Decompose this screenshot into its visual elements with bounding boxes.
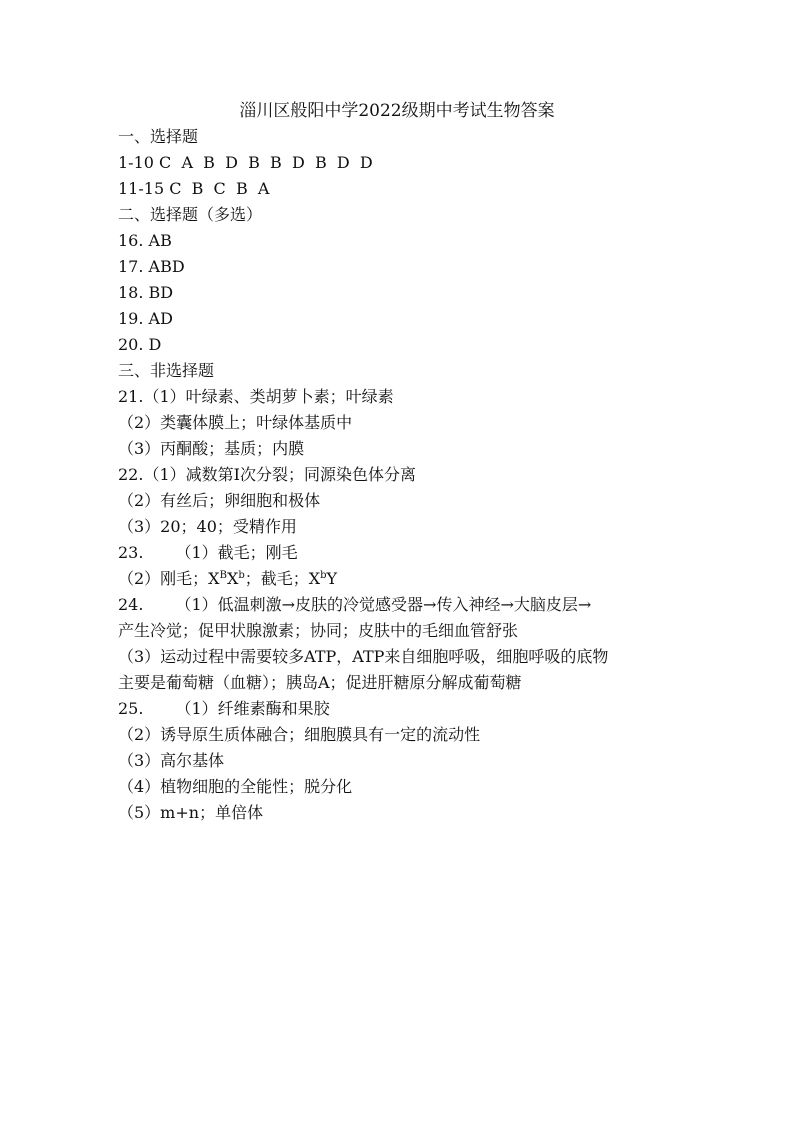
answer-q23-2-part-b: X xyxy=(226,569,239,588)
section1-heading: 一、选择题 xyxy=(118,127,199,146)
page-title: 淄川区般阳中学2022级期中考试生物答案 xyxy=(239,101,555,121)
question-number-24: 24. xyxy=(118,595,144,614)
superscript-b-upper: B xyxy=(219,570,227,581)
answer-q22-1: 22.（1）减数第Ⅰ次分裂；同源染色体分离 xyxy=(118,465,416,484)
answer-q22-3: （3）20；40；受精作用 xyxy=(118,517,297,536)
answer-q16: 16. AB xyxy=(118,231,172,250)
section3-heading: 三、非选择题 xyxy=(118,361,215,380)
answer-q23-2 xyxy=(118,566,688,592)
answer-q25-2: （2）诱导原生质体融合；细胞膜具有一定的流动性 xyxy=(118,725,481,744)
answer-q1-10: 1-10 C A B D B B D B D D xyxy=(118,153,373,172)
answer-q22-2: （2）有丝后；卵细胞和极体 xyxy=(118,491,321,510)
answer-q11-15: 11-15 C B C B A xyxy=(118,179,270,198)
superscript-b-lower-2: b xyxy=(320,570,327,581)
answer-q19: 19. AD xyxy=(118,309,173,328)
answer-q25-3: （3）高尔基体 xyxy=(118,751,225,770)
answer-q23-2-part-d: Y xyxy=(326,569,338,588)
answer-q24-1-row xyxy=(118,592,688,618)
answer-q21-1: 21.（1）叶绿素、类胡萝卜素；叶绿素 xyxy=(118,387,394,406)
superscript-b-lower: b xyxy=(238,570,245,581)
answer-q21-2: （2）类囊体膜上；叶绿体基质中 xyxy=(118,413,353,432)
answer-q20: 20. D xyxy=(118,335,162,354)
answer-q25-1-row xyxy=(118,696,688,722)
answer-lines xyxy=(118,124,688,826)
answer-q24-1b: 产生冷觉；促甲状腺激素；协同；皮肤中的毛细血管舒张 xyxy=(118,621,519,640)
question-number-23: 23. xyxy=(118,543,144,562)
answer-q24-1a: （1）低温刺激→皮肤的冷觉感受器→传入神经→大脑皮层→ xyxy=(175,595,592,614)
question-number-25: 25. xyxy=(118,699,144,718)
answer-q24-3b: 主要是葡萄糖（血糖）；胰岛A；促进肝糖原分解成葡萄糖 xyxy=(118,673,522,692)
answer-q23-1-row xyxy=(118,540,688,566)
answer-q21-3: （3）丙酮酸；基质；内膜 xyxy=(118,439,305,458)
answer-q24-3a: （3）运动过程中需要较多ATP，ATP来自细胞呼吸，细胞呼吸的底物 xyxy=(118,647,609,666)
answer-q25-4: （4）植物细胞的全能性；脱分化 xyxy=(118,777,353,796)
answer-q25-1: （1）纤维素酶和果胶 xyxy=(175,699,330,718)
answer-q23-1: （1）截毛；刚毛 xyxy=(175,543,298,562)
answer-q25-5: （5）m+n；单倍体 xyxy=(118,803,264,822)
answer-q17: 17. ABD xyxy=(118,257,185,276)
section2-heading: 二、选择题（多选） xyxy=(118,205,263,224)
answer-q23-2-part-c: ；截毛；X xyxy=(244,569,321,588)
answer-q23-2-part-a: （2）刚毛；X xyxy=(118,569,220,588)
answer-q18: 18. BD xyxy=(118,283,174,302)
